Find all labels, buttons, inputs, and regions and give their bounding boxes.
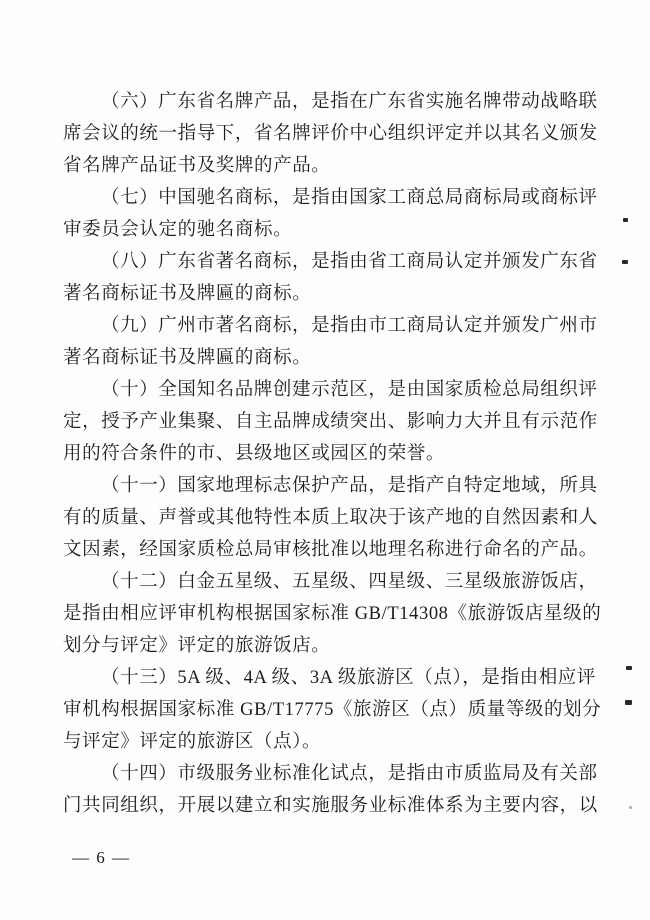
document-line: （十三）5A 级、4A 级、3A 级旅游区（点），是指由相应评 [101, 668, 596, 688]
document-line: （十）全国知名品牌创建示范区，是由国家质检总局组织评 [101, 380, 598, 400]
scan-speck [622, 260, 628, 264]
document-line: 划分与评定》评定的旅游饭店。 [63, 636, 331, 656]
document-line: 著名商标证书及牌匾的商标。 [63, 284, 312, 304]
document-line: 门共同组织，开展以建立和实施服务业标准体系为主要内容，以 [63, 796, 598, 816]
scan-speck [626, 666, 632, 670]
scan-speck [629, 806, 632, 809]
document-line: 席会议的统一指导下，省名牌评价中心组织评定并以其名义颁发 [63, 124, 598, 144]
document-text [63, 86, 602, 822]
document-line: （十四）市级服务业标准化试点，是指由市质监局及有关部 [101, 764, 598, 784]
document-line: 与评定》评定的旅游区（点）。 [63, 732, 322, 752]
document-line: 有的质量、声誉或其他特性本质上取决于该产地的自然因素和人 [63, 508, 598, 528]
document-line: 文因素，经国家质检总局审核批准以地理名称进行命名的产品。 [63, 540, 598, 560]
document-line: 著名商标证书及牌匾的商标。 [63, 348, 312, 368]
document-line: （九）广州市著名商标，是指由市工商局认定并颁发广州市 [101, 316, 598, 336]
document-line: （六）广东省名牌产品，是指在广东省实施名牌带动战略联 [101, 92, 598, 112]
document-line: （十一）国家地理标志保护产品，是指产自特定地域，所具 [101, 476, 598, 496]
document-line: 定，授予产业集聚、自主品牌成绩突出、影响力大并且有示范作 [63, 412, 598, 432]
document-line: 用的符合条件的市、县级地区或园区的荣誉。 [63, 444, 446, 464]
document-line: （七）中国驰名商标，是指由国家工商总局商标局或商标评 [101, 188, 598, 208]
document-line: 审委员会认定的驰名商标。 [63, 220, 293, 240]
document-line: （十二）白金五星级、五星级、四星级、三星级旅游饭店， [101, 572, 598, 592]
page-number: — 6 — [72, 848, 131, 867]
document-line: （八）广东省著名商标，是指由省工商局认定并颁发广东省 [101, 252, 598, 272]
document-line: 是指由相应评审机构根据国家标准 GB/T14308《旅游饭店星级的 [63, 604, 602, 624]
scan-speck [623, 218, 628, 222]
scan-speck [625, 700, 632, 705]
document-line: 审机构根据国家标准 GB/T17775《旅游区（点）质量等级的划分 [63, 700, 602, 720]
document-line: 省名牌产品证书及奖牌的产品。 [63, 156, 331, 176]
